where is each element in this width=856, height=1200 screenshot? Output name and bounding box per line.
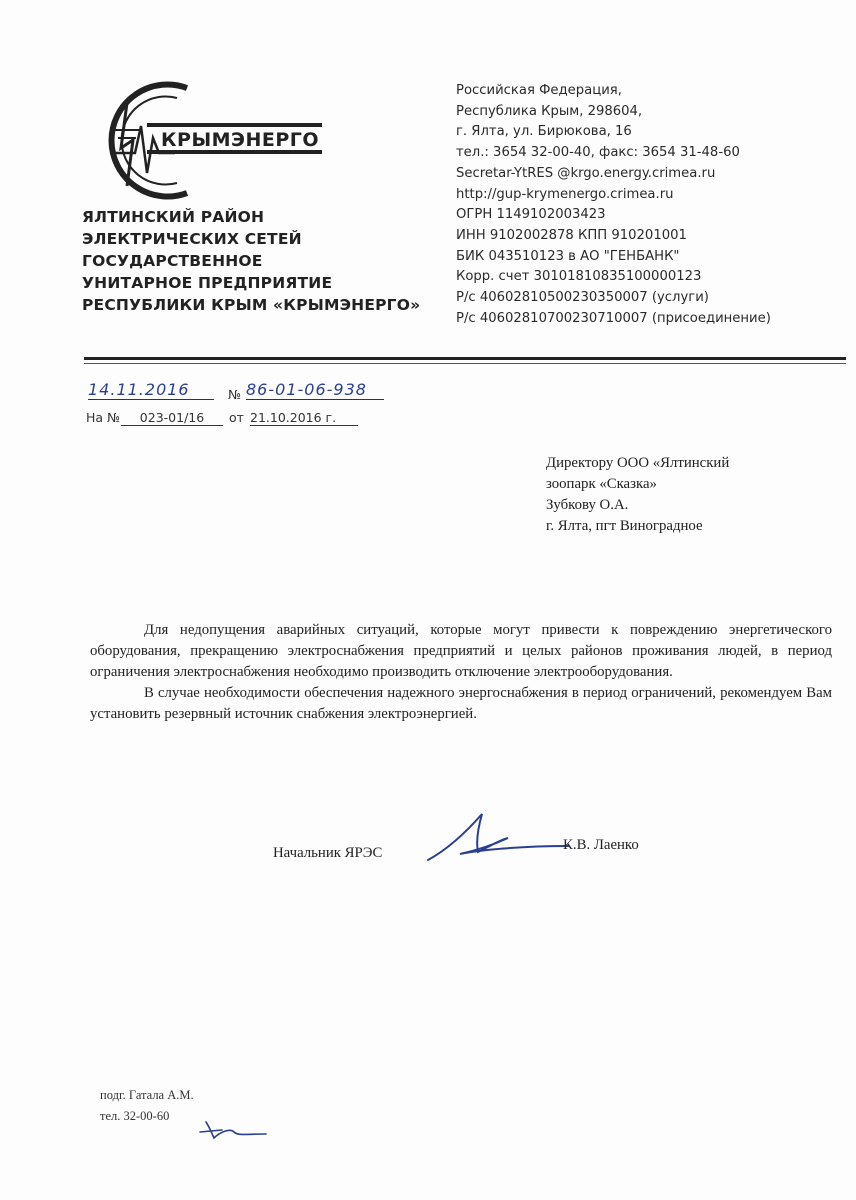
body-paragraph: Для недопущения аварийных ситуаций, которые могут привести к повреждению энергетического оборудования, прекращению электроснабжения предприятий и целых районов проживания людей, в период ограничения электроснабжения необходимо производить отключение электрооборудования. xyxy=(90,622,832,680)
org-name-line: ГОСУДАРСТВЕННОЕ xyxy=(82,252,263,270)
initials-mark xyxy=(196,1118,270,1142)
contact-website: http://gup-krymenergo.crimea.ru xyxy=(456,186,674,202)
letter-body xyxy=(90,620,832,725)
prepared-by: подг. Гатала А.М. xyxy=(100,1088,194,1102)
body-paragraph: В случае необходимости обеспечения надежного энергоснабжения в период ограничений, рекомендуем Вам установить резервный источник снабжения электроэнергией. xyxy=(90,685,832,722)
contact-line: ИНН 9102002878 КПП 910201001 xyxy=(456,227,687,243)
prepared-by-block xyxy=(100,1085,194,1127)
contact-email: Secretar-YtRES @krgo.energy.crimea.ru xyxy=(456,165,716,181)
addressee-line: зоопарк «Сказка» xyxy=(546,476,657,492)
contact-line: БИК 043510123 в АО "ГЕНБАНК" xyxy=(456,248,680,264)
signature-mark xyxy=(420,808,580,868)
signatory-role: Начальник ЯРЭС xyxy=(273,845,383,861)
outgoing-number: 86-01-06-938 xyxy=(246,380,384,400)
contact-line: Р/с 40602810700230710007 (присоединение) xyxy=(456,310,771,326)
contact-details xyxy=(456,81,846,329)
signatory-name: К.В. Лаенко xyxy=(563,837,639,853)
contact-line: Российская Федерация, xyxy=(456,83,622,98)
reply-label: На № xyxy=(86,410,121,425)
addressee-line: г. Ялта, пгт Виноградное xyxy=(546,518,703,534)
header-divider-thin xyxy=(84,363,846,364)
contact-line: Корр. счет 30101810835100000123 xyxy=(456,269,702,285)
contact-line: г. Ялта, ул. Бирюкова, 16 xyxy=(456,124,632,140)
prepared-by-phone: тел. 32-00-60 xyxy=(100,1109,170,1123)
org-name-line: УНИТАРНОЕ ПРЕДПРИЯТИЕ xyxy=(82,274,333,292)
number-label: № xyxy=(228,387,242,402)
org-name-line: ЭЛЕКТРИЧЕСКИХ СЕТЕЙ xyxy=(82,230,302,248)
outgoing-date: 14.11.2016 xyxy=(88,380,214,400)
header-divider xyxy=(84,357,846,360)
org-name-line: РЕСПУБЛИКИ КРЫМ «КРЫМЭНЕРГО» xyxy=(82,296,421,314)
krymenergo-logo xyxy=(75,78,335,203)
addressee-block xyxy=(546,453,846,537)
reply-number: 023-01/16 xyxy=(121,410,223,426)
organization-name xyxy=(82,206,442,316)
from-label: от xyxy=(229,410,244,425)
logo-wordmark: КРЫМЭНЕРГО xyxy=(161,129,320,151)
contact-line: Республика Крым, 298604, xyxy=(456,103,643,119)
org-name-line: ЯЛТИНСКИЙ РАЙОН xyxy=(82,208,265,226)
addressee-line: Зубкову О.А. xyxy=(546,497,629,513)
contact-line: тел.: 3654 32-00-40, факс: 3654 31-48-60 xyxy=(456,145,740,161)
reply-date: 21.10.2016 г. xyxy=(250,410,358,426)
contact-line: Р/с 40602810500230350007 (услуги) xyxy=(456,290,709,306)
contact-line: ОГРН 1149102003423 xyxy=(456,207,606,223)
addressee-line: Директору ООО «Ялтинский xyxy=(546,455,730,471)
